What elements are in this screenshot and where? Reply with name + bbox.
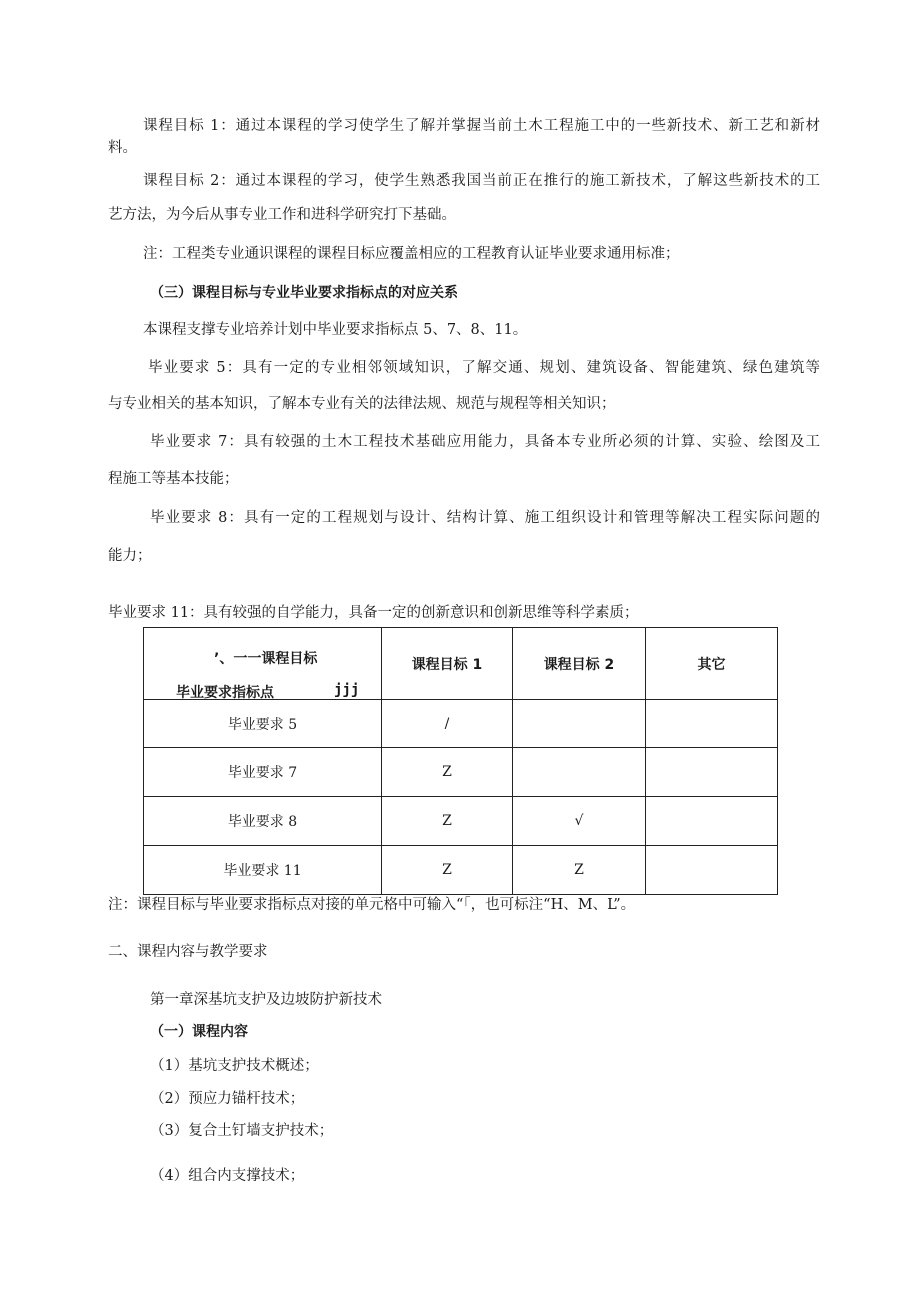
- cell-goal2: √: [513, 797, 646, 846]
- cell-goal2: [513, 700, 646, 748]
- section3-heading: （三）课程目标与专业毕业要求指标点的对应关系: [150, 285, 458, 301]
- cell-other: [646, 797, 778, 846]
- table-header-row: [144, 628, 778, 700]
- cell-goal1: Z: [382, 748, 513, 797]
- cell-other: [646, 748, 778, 797]
- goals-note: 注：工程类专业通识课程的课程目标应覆盖相应的工程教育认证毕业要求通用标准；: [143, 246, 680, 262]
- content-item-1: （1）基坑支护技术概述；: [150, 1058, 319, 1074]
- content-subheading: （一）课程内容: [150, 1024, 248, 1040]
- req5-line1: 毕业要求 5：具有一定的专业相邻领域知识，了解交通、规划、建筑设备、智能建筑、绿色建筑等: [148, 360, 820, 376]
- row-label: 毕业要求 11: [144, 846, 382, 895]
- row-label: 毕业要求 7: [144, 748, 382, 797]
- req7-line2: 程施工等基本技能；: [108, 471, 239, 487]
- section3-intro: 本课程支撑专业培养计划中毕业要求指标点 5、7、8、11。: [143, 322, 528, 338]
- content-item-4: （4）组合内支撑技术；: [150, 1168, 305, 1184]
- cell-goal1: /: [382, 700, 513, 748]
- cell-other: [646, 700, 778, 748]
- corner-noise-text: jjj: [334, 682, 360, 698]
- table-corner-cell: [144, 628, 382, 700]
- req5-line2: 与专业相关的基本知识，了解本专业有关的法律法规、规范与规程等相关知识；: [108, 396, 616, 412]
- goal-requirement-table: [143, 627, 778, 895]
- goal1-line1: 课程目标 1：通过本课程的学习使学生了解并掌握当前土木工程施工中的一些新技术、新工艺和新材: [143, 118, 820, 134]
- content-item-2: （2）预应力锚杆技术；: [150, 1091, 305, 1107]
- chapter-title: 第一章深基坑支护及边坡防护新技术: [150, 992, 382, 1008]
- cell-goal1: Z: [382, 846, 513, 895]
- cell-goal2: Z: [513, 846, 646, 895]
- goal2-line1: 课程目标 2：通过本课程的学习，使学生熟悉我国当前正在推行的施工新技术，了解这些新技术的工: [143, 173, 820, 189]
- table-note: 注：课程目标与毕业要求指标点对接的单元格中可输入“「，也可标注“H、M、L”。: [108, 897, 636, 913]
- row-label: 毕业要求 5: [144, 700, 382, 748]
- req8-line1: 毕业要求 8：具有一定的工程规划与设计、结构计算、施工组织设计和管理等解决工程实际问题的: [150, 510, 820, 526]
- header-goal1: 课程目标 1: [382, 628, 513, 700]
- cell-goal2: [513, 748, 646, 797]
- corner-goal-label: ’、一一课程目标: [214, 651, 318, 667]
- table-row: [144, 846, 778, 895]
- goal1-line2: 料。: [108, 140, 137, 156]
- table-row: [144, 700, 778, 748]
- row-label: 毕业要求 8: [144, 797, 382, 846]
- req11: 毕业要求 11：具有较强的自学能力，具备一定的创新意识和创新思维等科学素质；: [108, 605, 639, 621]
- table-row: [144, 748, 778, 797]
- cell-goal1: Z: [382, 797, 513, 846]
- header-goal2: 课程目标 2: [513, 628, 646, 700]
- req7-line1: 毕业要求 7：具有较强的土木工程技术基础应用能力，具备本专业所必须的计算、实验、绘图及工: [150, 434, 820, 450]
- table-row: [144, 797, 778, 846]
- corner-requirement-label: 毕业要求指标点: [176, 685, 274, 701]
- content-item-3: （3）复合土钉墙支护技术；: [150, 1123, 334, 1139]
- header-other: 其它: [646, 628, 778, 700]
- goal2-line2: 艺方法，为今后从事专业工作和进科学研究打下基础。: [108, 207, 456, 223]
- cell-other: [646, 846, 778, 895]
- part2-heading: 二、课程内容与教学要求: [108, 944, 268, 960]
- req8-line2: 能力；: [108, 548, 152, 564]
